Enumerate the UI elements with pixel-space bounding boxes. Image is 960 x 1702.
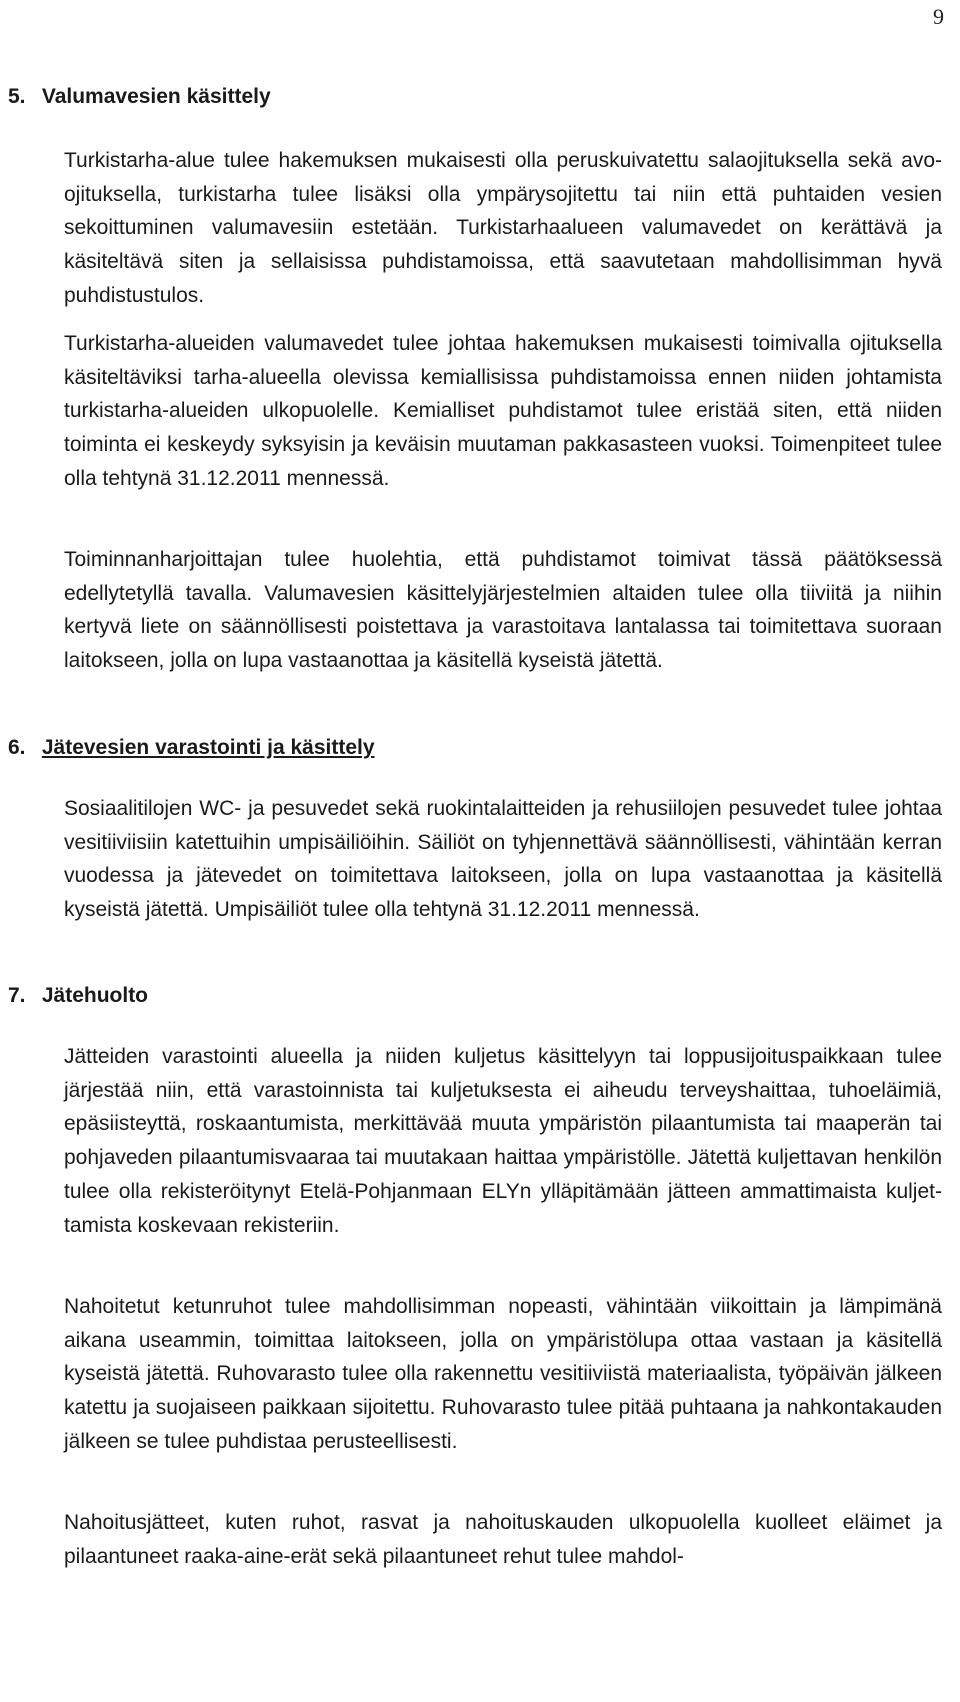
section-title: Valumavesien käsittely [41,85,271,108]
page-number: 9 [933,4,944,29]
paragraph: Sosiaalitilojen WC- ja pesuvedet sekä ruokintalaitteiden ja rehusiilojen pesuvedet tulee johtaa vesitiiviisiin katettuihin umpisäiliöihin. Säiliöt on tyhjennettävä säännöllisesti, vähintään kerran vuodessa ja jätevedet on toimitettava laitokseen, jolla on lupa vastaanottaa ja käsitellä kyseistä jätettä. Umpisäiliöt tulee olla tehtynä 31.12.2011 mennessä. [64,797,942,922]
section-title: Jätevesien varastointi ja käsittely [41,736,375,759]
paragraph: Turkistarha-alueiden valumavedet tulee johtaa hakemuksen mukaisesti toimivalla ojituksella käsiteltäviksi tarha-alueella olevissa kemiallisissa puhdistamoissa ennen niiden johtamista turkistarha-alueiden ulkopuolelle. Kemialliset puhdistamot tulee eristää siten, että niiden toiminta ei keskeydy syksyisin ja keväisin muutaman pakkasasteen vuoksi. Toimenpiteet tulee olla tehtynä 31.12.2011 mennessä. [64,332,942,490]
paragraph: Turkistarha-alue tulee hakemuksen mukaisesti olla peruskuivatettu salaojituksella sekä avo-ojituksella, turkistarha tulee lisäksi olla ympärysojitettu tai niin että puhtaiden vesien sekoittuminen valumavesiin estetään. Turkistarhaalueen valumavedet on kerättävä ja käsiteltävä siten ja sellaisissa puhdistamoissa, että saavutetaan mahdollisimman hyvä puhdistustulos. [64,149,942,307]
paragraph: Toiminnanharjoittajan tulee huolehtia, että puhdistamot toimivat tässä päätöksessä edellytetyllä tavalla. Valumavesien käsittelyjärjestelmien altaiden tulee olla tiiviitä ja niihin kertyvä liete on säännöllisesti poistettava ja varastoitava lantalassa tai toimitettava suoraan laitokseen, jolla on lupa vastaanottaa ja käsitellä kyseistä jätettä. [64,548,942,673]
section-heading-6 [8,733,375,763]
section-number: 5. [8,85,26,108]
section-number: 7. [8,984,26,1007]
paragraph: Jätteiden varastointi alueella ja niiden kuljetus käsittelyyn tai loppusijoituspaikkaan tulee järjestää niin, että varastoinnista tai kuljetuksesta ei aiheudu terveyshaittaa, tuhoeläimiä, epäsiisteyttä, roskaantumista, merkittävää muuta ympäristön pilaantumista tai maaperän tai pohjaveden pilaantumisvaaraa tai muutakaan haittaa ympäristölle. Jätettä kuljettavan henkilön tulee olla rekisteröitynyt Etelä-Pohjanmaan ELYn ylläpitämään jätteen ammattimaista kuljettamista koskevaan rekisteriin. [64,1045,942,1237]
section-heading-7 [8,981,148,1011]
section-heading-5 [8,82,271,112]
section-number: 6. [8,736,26,759]
paragraph: Nahoitetut ketunruhot tulee mahdollisimman nopeasti, vähintään viikoittain ja lämpimänä aikana useammin, toimittaa laitokseen, jolla on ympäristölupa ottaa vastaan ja käsitellä kyseistä jätettä. Ruhovarasto tulee olla rakennettu vesitiiviistä materiaalista, työpäivän jälkeen katettu ja suojaiseen paikkaan sijoitettu. Ruhovarasto tulee pitää puhtaana ja nahkontakauden jälkeen se tulee puhdistaa perusteellisesti. [64,1295,942,1453]
section-title: Jätehuolto [41,984,149,1007]
paragraph: Nahoitusjätteet, kuten ruhot, rasvat ja nahoituskauden ulkopuolella kuolleet eläimet ja pilaantuneet raaka-aine-erät sekä pilaantuneet rehut tulee mahdol- [64,1511,942,1568]
